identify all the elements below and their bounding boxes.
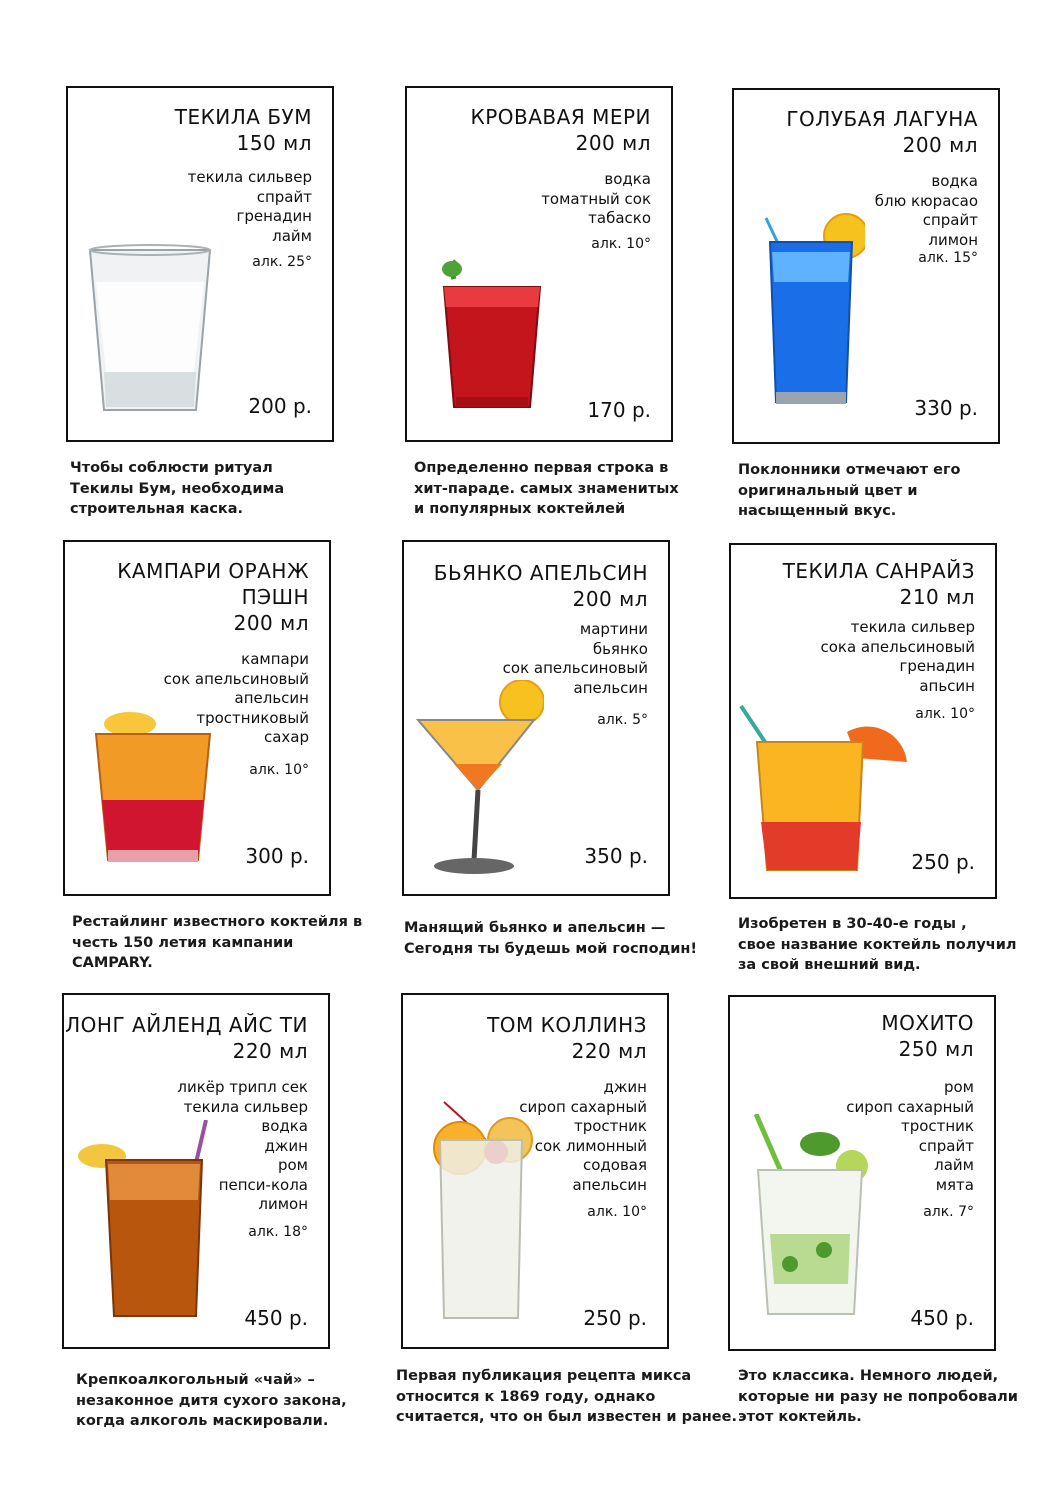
alcohol-strength: алк. 18°: [248, 1224, 308, 1240]
description-line: Первая публикация рецепта микса: [396, 1368, 692, 1384]
ingredient: содовая: [582, 1156, 647, 1174]
cocktail-description: [76, 1370, 347, 1432]
cocktail-card: [402, 540, 670, 896]
cocktail-volume: 150 мл: [236, 131, 312, 155]
ingredient: табаско: [588, 209, 651, 227]
cocktail-description: [738, 1366, 1018, 1428]
description-line: Текилы Бум, необходима: [70, 480, 285, 497]
ingredient: сока апельсиновый: [820, 637, 975, 656]
ingredient: тростник: [900, 1117, 974, 1135]
cocktail-volume: 220 мл: [232, 1039, 308, 1063]
ingredient: пепси-кола: [218, 1175, 308, 1194]
cocktail-name: ТЕКИЛА БУМ: [174, 105, 312, 129]
description-line: считается, что он был известен и ранее.: [396, 1409, 737, 1425]
ingredient: текила сильвер: [850, 618, 975, 636]
cocktail-volume: 210 мл: [899, 585, 975, 609]
cocktail-glass-image: [430, 1100, 540, 1326]
cocktail-price: 200 р.: [248, 394, 312, 418]
ingredient: спрайт: [922, 211, 978, 229]
cocktail-description: [738, 914, 1017, 976]
cocktail-card: [63, 540, 331, 896]
description-line: относится к 1869 году, однако: [396, 1388, 656, 1405]
ingredient: мята: [935, 1175, 974, 1194]
cocktail-glass-image: [414, 680, 544, 884]
cocktail-glass-image: [78, 1120, 208, 1324]
ingredient: сироп сахарный: [519, 1097, 647, 1116]
description-line: за свой внешний вид.: [738, 957, 921, 973]
cocktail-volume: 200 мл: [575, 131, 651, 155]
description-line: Это классика. Немного людей,: [738, 1368, 999, 1384]
ingredient: водка: [931, 172, 978, 190]
ingredient: текила сильвер: [187, 168, 312, 186]
alcohol-strength: алк. 5°: [597, 712, 648, 728]
description-line: и популярных коктейлей: [414, 501, 626, 517]
cocktail-card: [66, 86, 334, 442]
description-line: Крепкоалкогольный «чай» –: [76, 1372, 315, 1388]
cocktail-name: ТОМ КОЛЛИНЗ: [487, 1013, 647, 1037]
cocktail-glass-image: [90, 710, 215, 874]
cocktail-volume: 200 мл: [572, 587, 648, 611]
ingredient: джин: [264, 1136, 308, 1155]
alcohol-strength: алк. 10°: [587, 1204, 647, 1220]
alcohol-strength: алк. 10°: [591, 236, 651, 252]
cocktail-card: [405, 86, 673, 442]
cocktail-price: 170 р.: [587, 398, 651, 422]
cocktail-name: ТЕКИЛА САНРАЙЗ: [782, 559, 975, 583]
cocktail-name: МОХИТО: [881, 1011, 974, 1035]
cocktail-price: 450 р.: [910, 1306, 974, 1330]
description-line: Изобретен в 30-40-е годы ,: [738, 916, 967, 932]
ingredient: сок апельсиновый: [163, 669, 309, 688]
ingredient: сахар: [263, 728, 309, 746]
description-line: свое название коктейль получил: [738, 936, 1017, 953]
cocktail-description: [396, 1366, 737, 1428]
alcohol-strength: алк. 10°: [249, 762, 309, 778]
ingredient: сок лимонный: [534, 1136, 647, 1155]
description-line: оригинальный цвет и: [738, 482, 918, 499]
cocktail-price: 330 р.: [914, 396, 978, 420]
ingredient: лайм: [934, 1156, 974, 1174]
ingredient: апельсин: [572, 1175, 647, 1194]
cocktail-volume: 200 мл: [902, 133, 978, 157]
cocktail-description: [414, 458, 679, 520]
cocktail-price: 450 р.: [244, 1306, 308, 1330]
ingredient: гренадин: [236, 207, 312, 225]
ingredient: блю кюрасао: [874, 191, 978, 210]
cocktail-name: ЛОНГ АЙЛЕНД АЙС ТИ: [65, 1013, 308, 1037]
cocktail-name: БЬЯНКО АПЕЛЬСИН: [433, 561, 648, 585]
cocktail-name: ГОЛУБАЯ ЛАГУНА: [786, 107, 978, 131]
alcohol-strength: алк. 15°: [918, 250, 978, 266]
ingredient: апьсин: [919, 676, 975, 695]
description-line: Определенно первая строка в: [414, 460, 669, 476]
ingredient: апельсин: [234, 689, 309, 707]
ingredient: тростниковый: [196, 708, 309, 727]
cocktail-glass-image: [760, 212, 865, 421]
cocktail-volume: 250 мл: [898, 1037, 974, 1061]
cocktail-glass-image: [430, 257, 548, 419]
ingredient: мартини: [579, 620, 648, 638]
ingredient: джин: [603, 1078, 647, 1096]
cocktail-volume: 200 мл: [233, 611, 309, 635]
cocktail-price: 250 р.: [911, 850, 975, 874]
description-line: Сегодня ты будешь мой господин!: [404, 940, 698, 957]
ingredient: томатный сок: [541, 189, 651, 208]
cocktail-card: [728, 995, 996, 1351]
cocktail-glass-image: [737, 702, 907, 878]
ingredient: ликёр трипл сек: [177, 1078, 308, 1096]
ingredient: кампари: [241, 650, 309, 668]
ingredient: лимон: [928, 230, 978, 249]
alcohol-strength: алк. 25°: [252, 254, 312, 270]
description-line: Рестайлинг известного коктейля в: [72, 914, 363, 930]
cocktail-description: [738, 460, 960, 522]
ingredient: ром: [277, 1156, 308, 1174]
description-line: Поклонники отмечают его: [738, 462, 961, 478]
cocktail-glass-image: [750, 1114, 870, 1322]
cocktail-card: [401, 993, 669, 1349]
cocktail-name: КАМПАРИ ОРАНЖ: [117, 559, 309, 583]
cocktail-card: [62, 993, 330, 1349]
ingredient: лимон: [258, 1195, 308, 1213]
ingredient: бьянко: [592, 639, 648, 658]
ingredient: ром: [943, 1078, 974, 1096]
cocktail-description: [72, 912, 362, 974]
cocktail-card: [729, 543, 997, 899]
ingredient: сок апельсиновый: [502, 659, 648, 677]
description-line: CAMPARY.: [72, 955, 153, 971]
alcohol-strength: алк. 7°: [923, 1204, 974, 1220]
description-line: хит-параде. самых знаменитых: [414, 480, 679, 497]
cocktail-price: 350 р.: [584, 844, 648, 868]
description-line: строительная каска.: [70, 501, 244, 517]
description-line: Манящий бьянко и апельсин —: [404, 920, 666, 936]
ingredient: тростник: [573, 1117, 647, 1135]
ingredient: спрайт: [256, 187, 312, 206]
description-line: этот коктейль.: [738, 1409, 862, 1425]
alcohol-strength: алк. 10°: [915, 706, 975, 722]
description-line: честь 150 летия кампании: [72, 934, 294, 951]
description-line: когда алкоголь маскировали.: [76, 1413, 329, 1429]
cocktail-name: КРОВАВАЯ МЕРИ: [470, 105, 651, 129]
ingredient: водка: [604, 170, 651, 188]
ingredient: сироп сахарный: [846, 1097, 974, 1116]
cocktail-description: [70, 458, 284, 520]
cocktail-description: [404, 918, 697, 959]
description-line: насыщенный вкус.: [738, 503, 897, 519]
description-line: которые ни разу не попробовали: [738, 1388, 1018, 1405]
ingredient: лайм: [272, 226, 312, 245]
ingredient: гренадин: [899, 657, 975, 675]
ingredient: водка: [261, 1117, 308, 1135]
cocktail-card: [732, 88, 1000, 444]
ingredient: апельсин: [573, 678, 648, 697]
cocktail-volume: 220 мл: [571, 1039, 647, 1063]
description-line: незаконное дитя сухого закона,: [76, 1392, 347, 1409]
cocktail-name-line2: ПЭШН: [241, 585, 309, 609]
cocktail-price: 250 р.: [583, 1306, 647, 1330]
cocktail-price: 300 р.: [245, 844, 309, 868]
ingredient: текила сильвер: [183, 1097, 308, 1116]
description-line: Чтобы соблюсти ритуал: [70, 460, 273, 476]
cocktail-glass-image: [86, 242, 214, 422]
ingredient: спрайт: [918, 1136, 974, 1155]
